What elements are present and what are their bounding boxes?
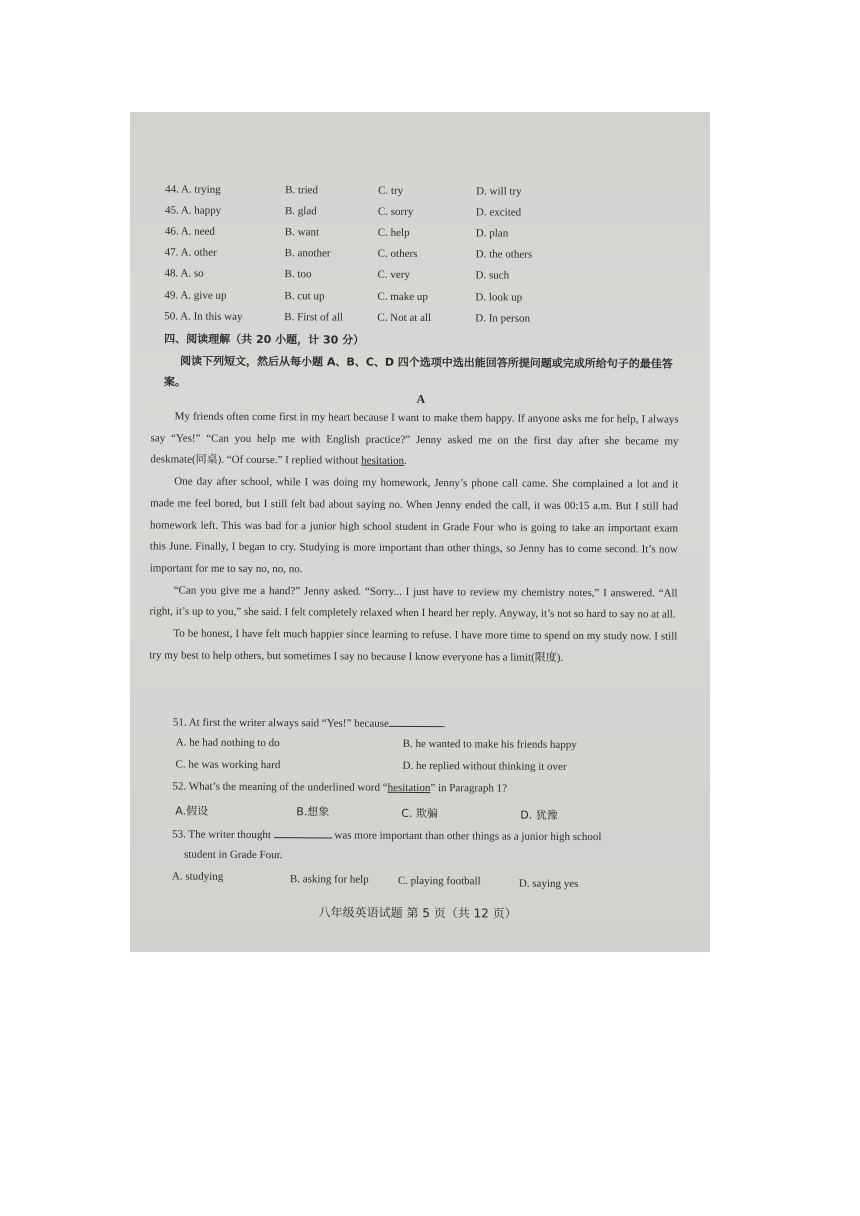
question-52-option-b: B.想象 xyxy=(296,805,330,819)
underlined-word: hesitation xyxy=(387,781,431,795)
question-52-option-d: D. 犹豫 xyxy=(520,808,558,822)
section-instructions: 阅读下列短文，然后从每小题 A、B、C、D 四个选项中选出能回答所提问题或完成所给句子的最佳答案。 xyxy=(163,354,673,389)
question-53-option-d: D. saying yes xyxy=(518,877,579,890)
underlined-word: hesitation xyxy=(361,455,405,468)
option-d: D. the others xyxy=(475,248,533,261)
question-51-option-c: C. he was working hard xyxy=(175,758,281,772)
question-53-stem xyxy=(172,826,601,843)
paragraph-2: One day after school, while I was doing my homework, Jenny’s phone call came. She complained a lot and it made me feel bored, but I still felt bad about saying no. When Jenny ended the call, it was 00:15 a.m. But I still had homework left. This was bad for a junior high school student in Grade Four who is going to take an important exam this June. Finally, I began to cry. Studying is more important than other things, so Jenny has to come second. It’s now important for me to say no, no, no. xyxy=(149,475,679,576)
question-text: ” in Paragraph 1? xyxy=(430,782,508,795)
option-row-50 xyxy=(164,306,684,330)
question-51-option-d: D. he replied without thinking it over xyxy=(402,759,567,773)
option-c: C. sorry xyxy=(377,205,414,218)
exam-sheet xyxy=(130,112,710,952)
option-b: B. First of all xyxy=(284,310,344,324)
answer-blank xyxy=(274,827,332,838)
option-a: 45. A. happy xyxy=(164,204,222,217)
option-b: B. another xyxy=(284,247,331,260)
option-b: B. tried xyxy=(285,183,319,196)
question-51-stem: 51. At first the writer always said “Yes!” because . xyxy=(172,716,446,731)
option-a: 49. A. give up xyxy=(164,288,227,302)
paragraph-4: To be honest, I have felt much happier since learning to refuse. I have more time to spend on my study now. I still try my best to help others, but sometimes I say no because I know everyone has a limit(限度). xyxy=(149,627,678,664)
question-53-option-a: A. studying xyxy=(171,870,224,883)
paragraph-text: My friends often come first in my heart because I want to make them happy. If anyone asks me for help, I always say “Yes!” “Can you help me with English practice?” Jenny asked me on the first day after she became my deskmate(同桌). “Of course.” I replied without xyxy=(150,410,679,468)
option-a: 46. A. need xyxy=(164,225,215,238)
exam-page-photo xyxy=(130,112,710,952)
option-a: 50. A. In this way xyxy=(164,310,243,323)
option-b: B. too xyxy=(284,268,312,281)
option-d: D. plan xyxy=(475,227,509,240)
option-d: D. In person xyxy=(475,312,531,325)
cloze-options xyxy=(164,178,685,329)
question-text: 52. What’s the meaning of the underlined word “ xyxy=(172,780,388,794)
option-d: D. look up xyxy=(475,290,523,304)
paragraph-text: . xyxy=(403,455,407,468)
paragraph-1 xyxy=(150,406,678,474)
option-c: C. try xyxy=(378,184,404,197)
question-53-option-b: B. asking for help xyxy=(289,873,369,886)
option-c: C. make up xyxy=(377,290,428,303)
question-53-stem-cont: student in Grade Four. xyxy=(183,848,283,862)
question-51-option-b: B. he wanted to make his friends happy xyxy=(402,737,577,751)
page-footer: 八年级英语试题 第 5 页（共 12 页） xyxy=(318,905,517,921)
question-53-option-c: C. playing football xyxy=(397,874,481,888)
option-b: B. want xyxy=(284,226,320,239)
paragraph-3: “Can you give me a hand?” Jenny asked. “Sorry... I just have to review my chemistry notes,” I answered. “All right, it’s up to you,” she said. I felt completely relaxed when I heard her reply. Anyway, it’s not so hard to say no at all. xyxy=(149,584,678,621)
option-c: C. Not at all xyxy=(377,311,432,324)
option-c: C. others xyxy=(377,247,418,261)
option-a: 47. A. other xyxy=(164,246,217,259)
option-d: D. such xyxy=(475,269,510,282)
option-a: 44. A. trying xyxy=(165,183,221,196)
option-c: C. help xyxy=(377,226,410,239)
option-a: 48. A. so xyxy=(164,267,204,281)
question-text: was more important than other things as a junior high school xyxy=(334,829,602,844)
question-text: 53. The writer thought xyxy=(172,828,271,842)
question-51-option-a: A. he had nothing to do xyxy=(175,736,280,750)
option-b: B. cut up xyxy=(284,289,325,302)
section-title: 四、阅读理解（共 20 小题，计 30 分） xyxy=(164,332,365,347)
option-d: D. will try xyxy=(476,184,522,198)
question-52-option-a: A.假设 xyxy=(175,804,209,818)
option-c: C. very xyxy=(377,269,410,282)
passage-letter: A xyxy=(416,391,426,407)
option-b: B. glad xyxy=(284,204,317,218)
answer-blank xyxy=(389,716,443,727)
option-d: D. excited xyxy=(475,206,522,219)
question-52-stem xyxy=(172,780,507,794)
question-52-option-c: C. 欺骗 xyxy=(401,806,439,821)
question-text: 51. At first the writer always said “Yes!” because xyxy=(172,716,389,730)
reading-passage xyxy=(149,406,679,670)
